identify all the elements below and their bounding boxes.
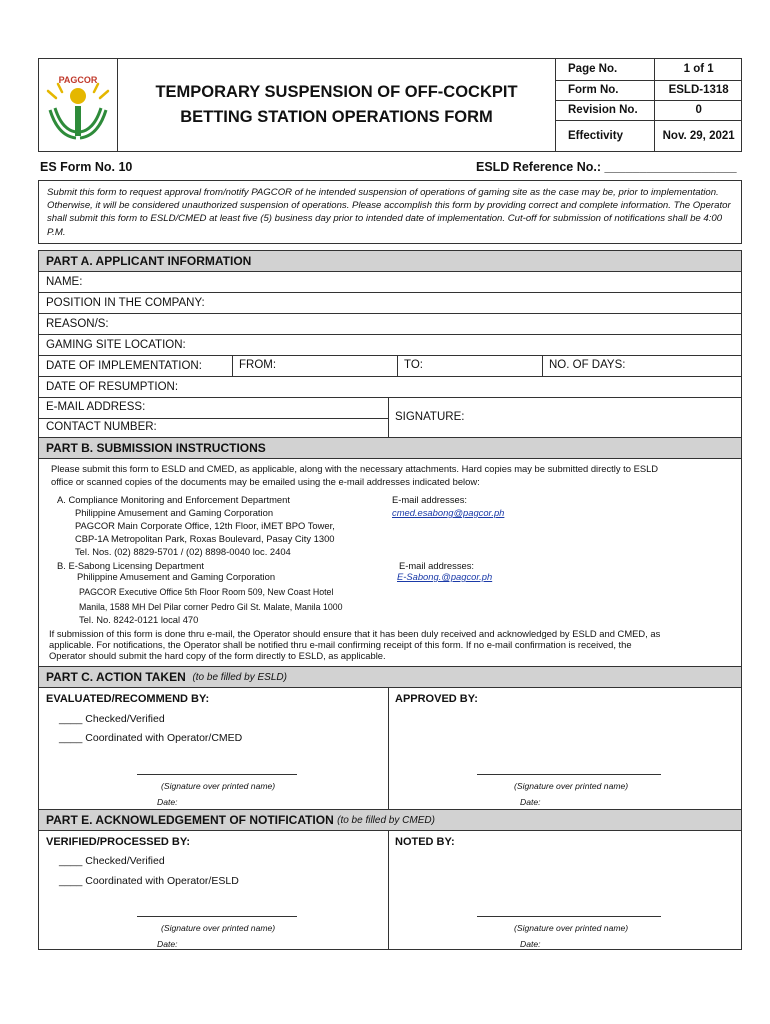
cmed-office: PAGCOR Main Corporate Office, 12th Floor, iMET BPO Tower,	[75, 520, 335, 531]
part-b-intro-2: office or scanned copies of the documents may be emailed using the e-mail addresses indicated below:	[51, 476, 480, 487]
part-c-header	[39, 667, 741, 688]
divider	[388, 688, 389, 810]
part-b-outro-1: If submission of this form is done thru e-mail, the Operator should ensure that it has been duly received and acknowledged by ESLD and CMED, as	[49, 628, 661, 639]
name-field[interactable]: NAME:	[39, 272, 741, 293]
part-e-subtitle: (to be filled by CMED)	[337, 814, 435, 826]
days-field[interactable]: NO. OF DAYS:	[549, 359, 626, 371]
meta-value-page: 1 of 1	[655, 58, 742, 80]
signature-line	[137, 916, 297, 917]
part-b-header: PART B. SUBMISSION INSTRUCTIONS	[39, 438, 741, 459]
to-field[interactable]: TO:	[404, 359, 423, 371]
cmed-dept: A. Compliance Monitoring and Enforcement Department	[57, 494, 290, 505]
signature-caption: (Signature over printed name)	[161, 923, 276, 933]
date-implementation-label: DATE OF IMPLEMENTATION:	[46, 360, 202, 372]
email-field[interactable]: E-MAIL ADDRESS:	[46, 401, 146, 413]
esld-reference-field[interactable]: ESLD Reference No.: ___________________	[476, 160, 737, 174]
date-label: Date:	[520, 939, 541, 949]
main-form	[38, 250, 742, 950]
es-form-number: ES Form No. 10	[40, 160, 133, 174]
signature-caption: (Signature over printed name)	[161, 781, 276, 791]
verified-by-label: VERIFIED/PROCESSED BY:	[46, 836, 191, 848]
meta-value-revision: 0	[655, 100, 742, 120]
date-label: Date:	[520, 797, 541, 807]
esld-email-label: E-mail addresses:	[399, 560, 475, 571]
part-e-title: PART E. ACKNOWLEDGEMENT OF NOTIFICATION	[46, 813, 334, 827]
signature-line	[477, 774, 661, 775]
meta-value-form: ESLD-1318	[655, 80, 742, 100]
cmed-address: CBP-1A Metropolitan Park, Roxas Boulevard, Pasay City 1300	[75, 533, 335, 544]
esld-office: PAGCOR Executive Office 5th Floor Room 509, New Coast Hotel	[79, 587, 334, 597]
esld-email-link[interactable]: E-Sabong.@pagcor.ph	[397, 571, 493, 582]
location-field[interactable]: GAMING SITE LOCATION:	[39, 335, 741, 356]
noted-by-label: NOTED BY:	[395, 836, 455, 848]
esld-corp: Philippine Amusement and Gaming Corporation	[77, 571, 276, 582]
checked-verified-item[interactable]: ____ Checked/Verified	[59, 713, 165, 725]
divider	[542, 356, 543, 377]
logo-text: PAGCOR	[58, 75, 98, 85]
contact-field[interactable]: CONTACT NUMBER:	[46, 421, 157, 433]
title-line-2: BETTING STATION OPERATIONS FORM	[180, 108, 493, 126]
signature-field[interactable]: SIGNATURE:	[395, 411, 465, 423]
document-meta-table	[556, 58, 742, 152]
esld-dept: B. E-Sabong Licensing Department	[57, 560, 204, 571]
esld-address: Manila, 1588 MH Del Pilar corner Pedro Gil St. Malate, Manila 1000	[79, 602, 343, 612]
signature-caption: (Signature over printed name)	[514, 923, 629, 933]
coordinated-item[interactable]: ____ Coordinated with Operator/ESLD	[59, 875, 239, 887]
date-implementation-row	[39, 356, 741, 377]
esld-tel: Tel. No. 8242-0121 local 470	[79, 614, 199, 625]
meta-label-page: Page No.	[556, 58, 655, 80]
coordinated-item[interactable]: ____ Coordinated with Operator/CMED	[59, 732, 243, 744]
evaluated-by-label: EVALUATED/RECOMMEND BY:	[46, 693, 210, 705]
part-c-title: PART C. ACTION TAKEN	[46, 670, 186, 684]
checked-verified-item[interactable]: ____ Checked/Verified	[59, 855, 165, 867]
approved-by-label: APPROVED BY:	[395, 693, 478, 705]
signature-caption: (Signature over printed name)	[514, 781, 629, 791]
cmed-corp: Philippine Amusement and Gaming Corporation	[75, 507, 274, 518]
signature-line	[137, 774, 297, 775]
date-label: Date:	[157, 797, 178, 807]
part-c-subtitle: (to be filled by ESLD)	[192, 671, 287, 683]
form-title	[118, 58, 556, 152]
meta-value-effectivity: Nov. 29, 2021	[655, 120, 742, 152]
part-b-outro-2: applicable. For notifications, the Operator shall be notified thru e-mail confirming receipt of this form. If no e-mail confirmation is received, the	[49, 639, 632, 650]
from-field[interactable]: FROM:	[239, 359, 277, 371]
resumption-field[interactable]: DATE OF RESUMPTION:	[39, 377, 741, 398]
position-field[interactable]: POSITION IN THE COMPANY:	[39, 293, 741, 314]
signature-line	[477, 916, 661, 917]
title-line-1: TEMPORARY SUSPENSION OF OFF-COCKPIT	[155, 83, 518, 101]
pagcor-logo	[38, 58, 118, 152]
meta-label-form: Form No.	[556, 80, 655, 100]
meta-label-effectivity: Effectivity	[568, 130, 623, 143]
reasons-field[interactable]: REASON/S:	[39, 314, 741, 335]
divider	[397, 356, 398, 377]
cmed-email-link[interactable]: cmed.esabong@pagcor.ph	[392, 507, 505, 518]
part-a-header: PART A. APPLICANT INFORMATION	[39, 251, 741, 272]
divider	[232, 356, 233, 377]
date-label: Date:	[157, 939, 178, 949]
divider	[388, 831, 389, 949]
part-b-outro-3: Operator should submit the hard copy of the form directly to ESLD, as applicable.	[49, 650, 386, 661]
part-e-header	[39, 810, 741, 831]
cmed-tel: Tel. Nos. (02) 8829-5701 / (02) 8898-0040 loc. 2404	[75, 546, 291, 557]
divider	[39, 418, 388, 419]
part-b-intro-1: Please submit this form to ESLD and CMED, as applicable, along with the necessary attachments. Hard copies may be submitted directly to ESLD	[51, 463, 659, 474]
meta-label-revision: Revision No.	[556, 100, 655, 120]
cmed-email-label: E-mail addresses:	[392, 494, 468, 505]
instructions-box: Submit this form to request approval from/notify PAGCOR of he intended suspension of operations of gaming site as the case may be, prior to implementation. Otherwise, it will be considered unauthorized suspension of operations. Please accomplish this form by providing correct and complete information. The Operator shall submit this form to ESLD/CMED at least five (5) business day prior to intended date of implementation. Cut-off for submission of notifications shall be 4:00 P.M.	[38, 180, 742, 244]
divider	[388, 398, 389, 438]
